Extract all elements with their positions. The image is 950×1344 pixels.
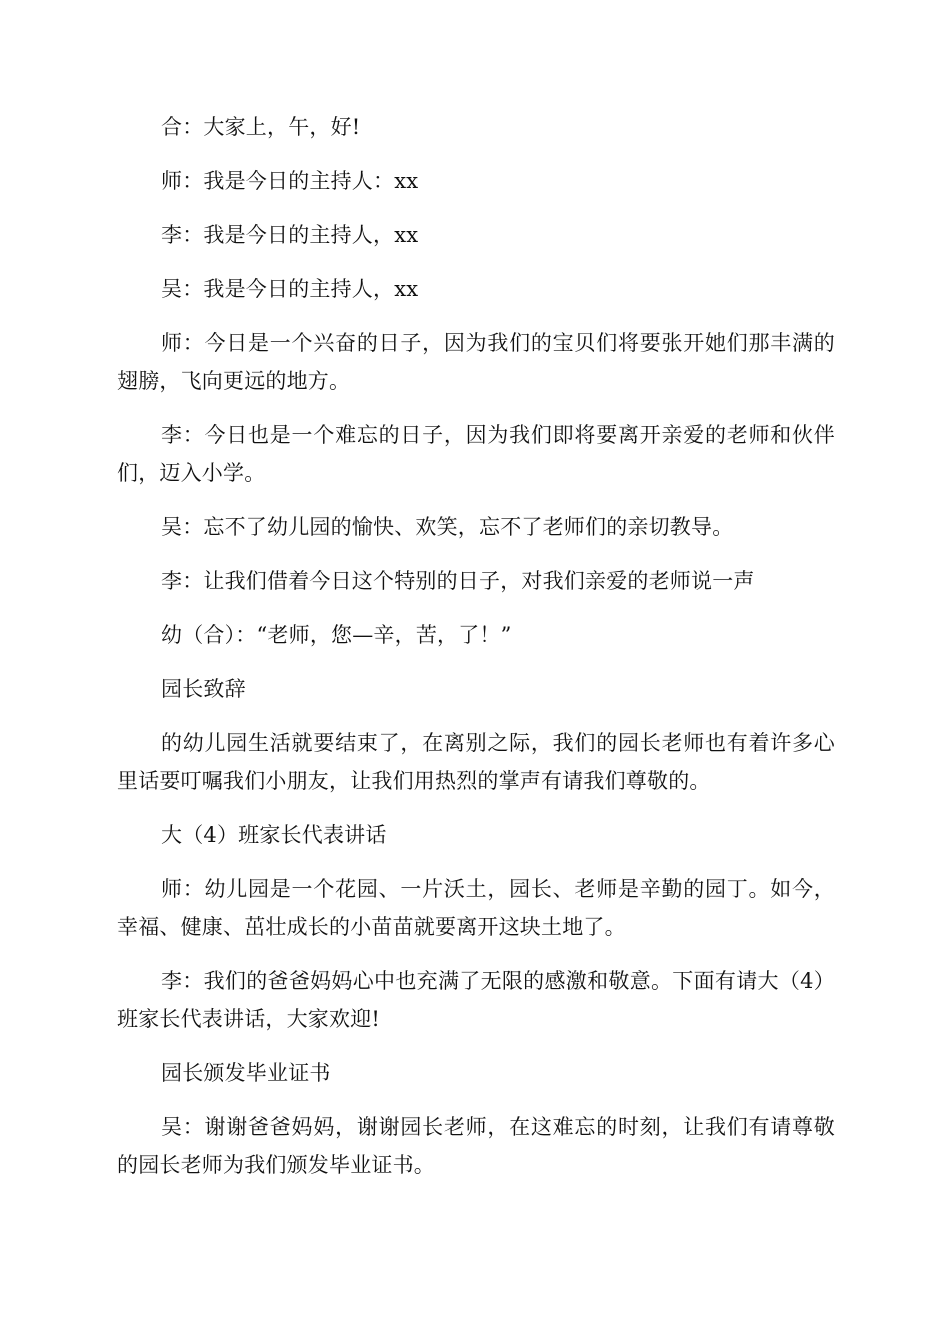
paragraph-wu-cannot-forget: 吴：忘不了幼儿园的愉快、欢笑，忘不了老师们的亲切教导。 <box>161 515 734 539</box>
document-body <box>117 108 835 1200</box>
paragraph-wu-certificates: 吴：谢谢爸爸妈妈，谢谢园长老师，在这难忘的时刻，让我们有请尊敬的园长老师为我们颁发毕业证书。 <box>117 1115 835 1177</box>
paragraph-host-li-intro: 李：我是今日的主持人，xx <box>161 223 419 247</box>
paragraph-shi-exciting-day: 师：今日是一个兴奋的日子，因为我们的宝贝们将要张开她们那丰满的翅膀，飞向更远的地方。 <box>117 331 835 393</box>
section-heading-parent-speech: 大（4）班家长代表讲话 <box>161 823 387 847</box>
paragraph-host-wu-intro: 吴：我是今日的主持人，xx <box>161 277 419 301</box>
paragraph-host-shi-intro: 师：我是今日的主持人：xx <box>161 169 419 193</box>
paragraph-li-parents-gratitude: 李：我们的爸爸妈妈心中也充满了无限的感激和敬意。下面有请大（4）班家长代表讲话，大家欢迎! <box>117 969 835 1031</box>
paragraph-greeting: 合：大家上，午，好! <box>161 115 361 139</box>
paragraph-children-thanks: 幼（合）：“老师，您—辛，苦，了！” <box>161 623 512 647</box>
paragraph-li-special-day: 李：让我们借着今日这个特别的日子，对我们亲爱的老师说一声 <box>161 569 755 593</box>
section-heading-certificates: 园长颁发毕业证书 <box>161 1061 331 1085</box>
paragraph-principal-intro: 的幼儿园生活就要结束了，在离别之际，我们的园长老师也有着许多心里话要叮嘱我们小朋友，让我们用热烈的掌声有请我们尊敬的。 <box>117 731 835 793</box>
paragraph-shi-garden: 师：幼儿园是一个花园、一片沃土，园长、老师是辛勤的园丁。如今，幸福、健康、茁壮成长的小苗苗就要离开这块土地了。 <box>117 877 835 939</box>
paragraph-li-memorable-day: 李：今日也是一个难忘的日子，因为我们即将要离开亲爱的老师和伙伴们，迈入小学。 <box>117 423 835 485</box>
section-heading-principal-speech: 园长致辞 <box>161 677 246 701</box>
